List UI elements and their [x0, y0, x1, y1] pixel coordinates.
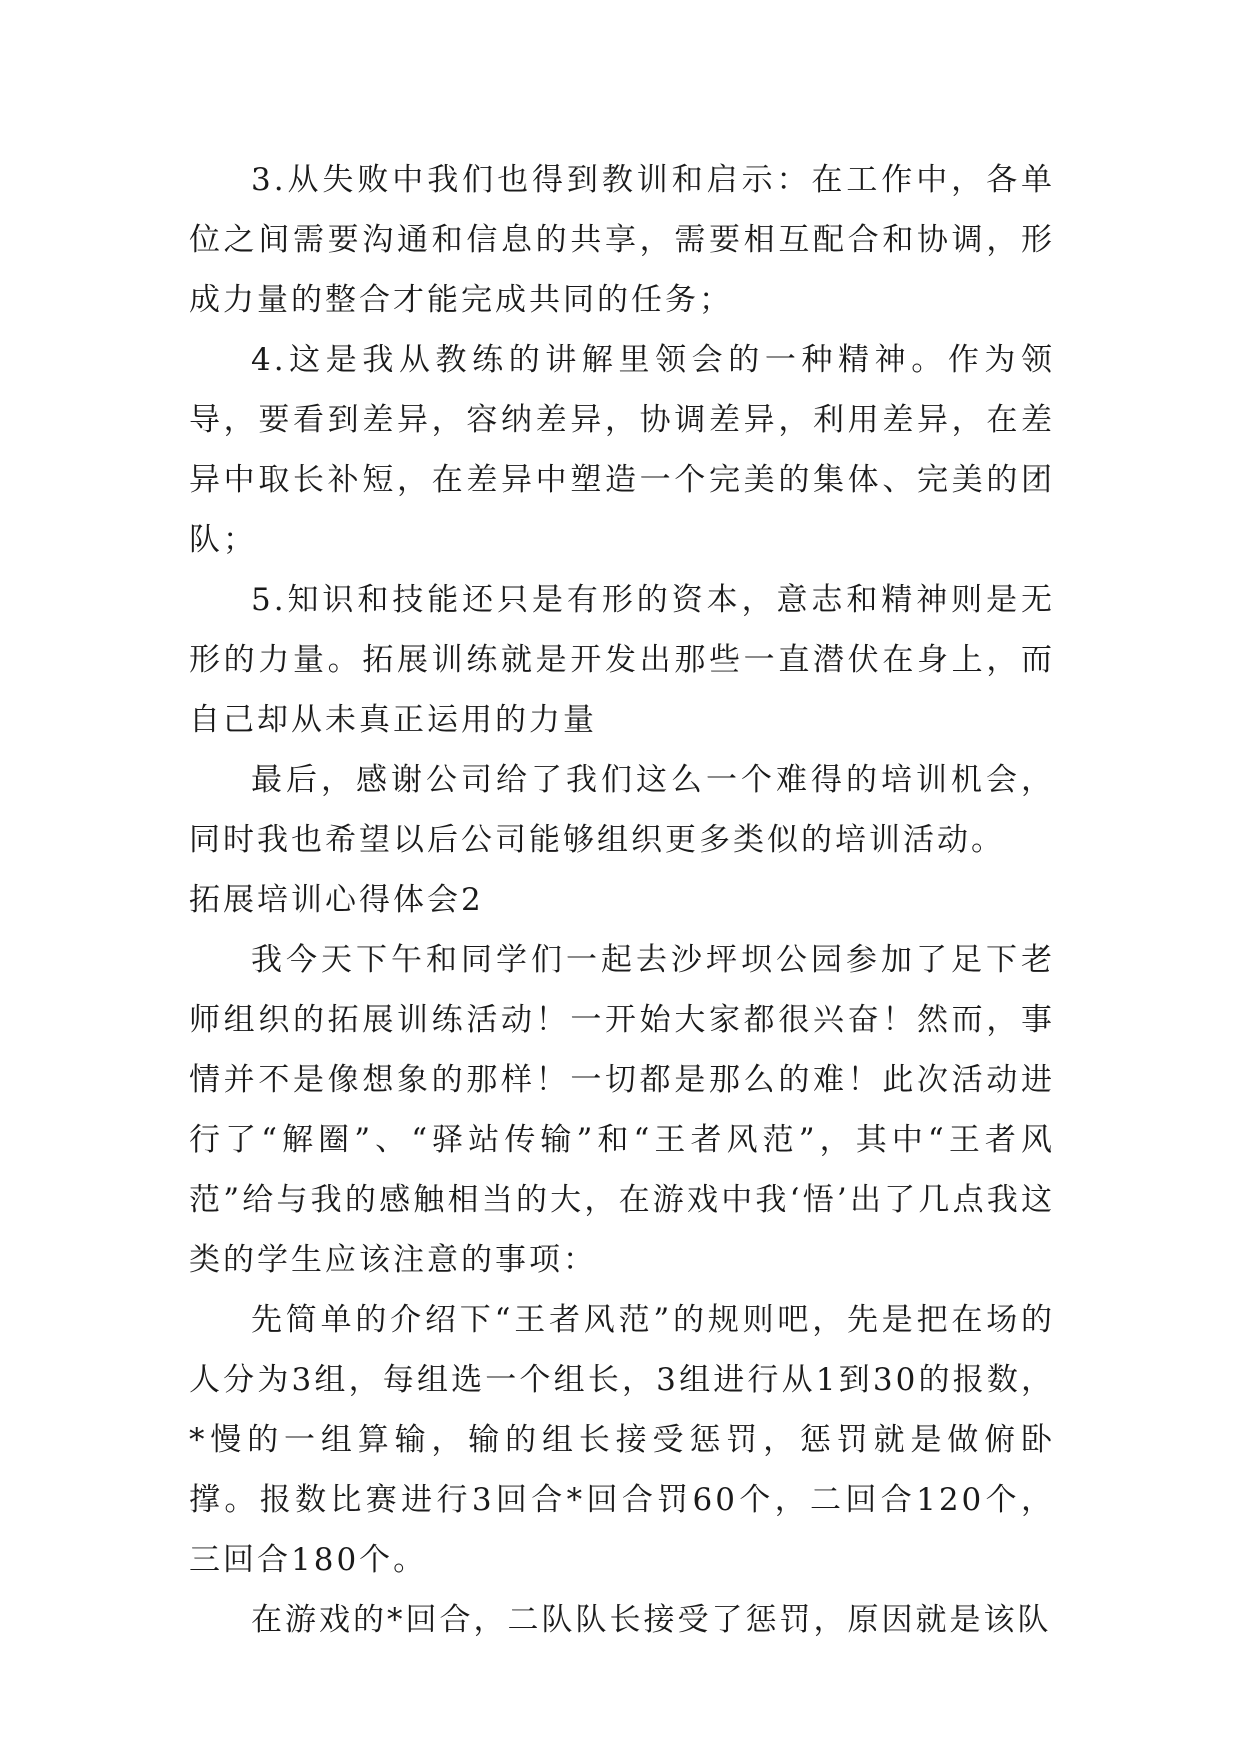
paragraph-closing: 最后，感谢公司给了我们这么一个难得的培训机会，同时我也希望以后公司能够组织更多类似的培训活动。 — [189, 762, 1055, 858]
paragraph-game-rules: 先简单的介绍下“王者风范”的规则吧，先是把在场的人分为3组，每组选一个组长，3组进行从1到30的报数，*慢的一组算输，输的组长接受惩罚，惩罚就是做俯卧撑。报数比赛进行3回合*回合罚60个，二回合120个，三回合180个。 — [189, 1302, 1055, 1578]
section-title: 拓展培训心得体会2 — [189, 882, 484, 918]
paragraph-first-round: 在游戏的*回合，二队队长接受了惩罚，原因就是该队 — [251, 1602, 1052, 1638]
paragraph-point-4: 4.这是我从教练的讲解里领会的一种精神。作为领导，要看到差异，容纳差异，协调差异，利用差异，在差异中取长补短，在差异中塑造一个完美的集体、完美的团队； — [189, 342, 1055, 558]
paragraph-point-3: 3.从失败中我们也得到教训和启示：在工作中，各单位之间需要沟通和信息的共享，需要相互配合和协调，形成力量的整合才能完成共同的任务； — [189, 162, 1055, 318]
document-body — [189, 150, 1055, 1650]
paragraph-point-5: 5.知识和技能还只是有形的资本，意志和精神则是无形的力量。拓展训练就是开发出那些一直潜伏在身上，而自己却从未真正运用的力量 — [189, 582, 1055, 738]
paragraph-activity-intro: 我今天下午和同学们一起去沙坪坝公园参加了足下老师组织的拓展训练活动！一开始大家都很兴奋！然而，事情并不是像想象的那样！一切都是那么的难！此次活动进行了“解圈”、“驿站传输”和“王者风范”，其中“王者风范”给与我的感触相当的大，在游戏中我‘悟’出了几点我这类的学生应该注意的事项： — [189, 942, 1055, 1278]
